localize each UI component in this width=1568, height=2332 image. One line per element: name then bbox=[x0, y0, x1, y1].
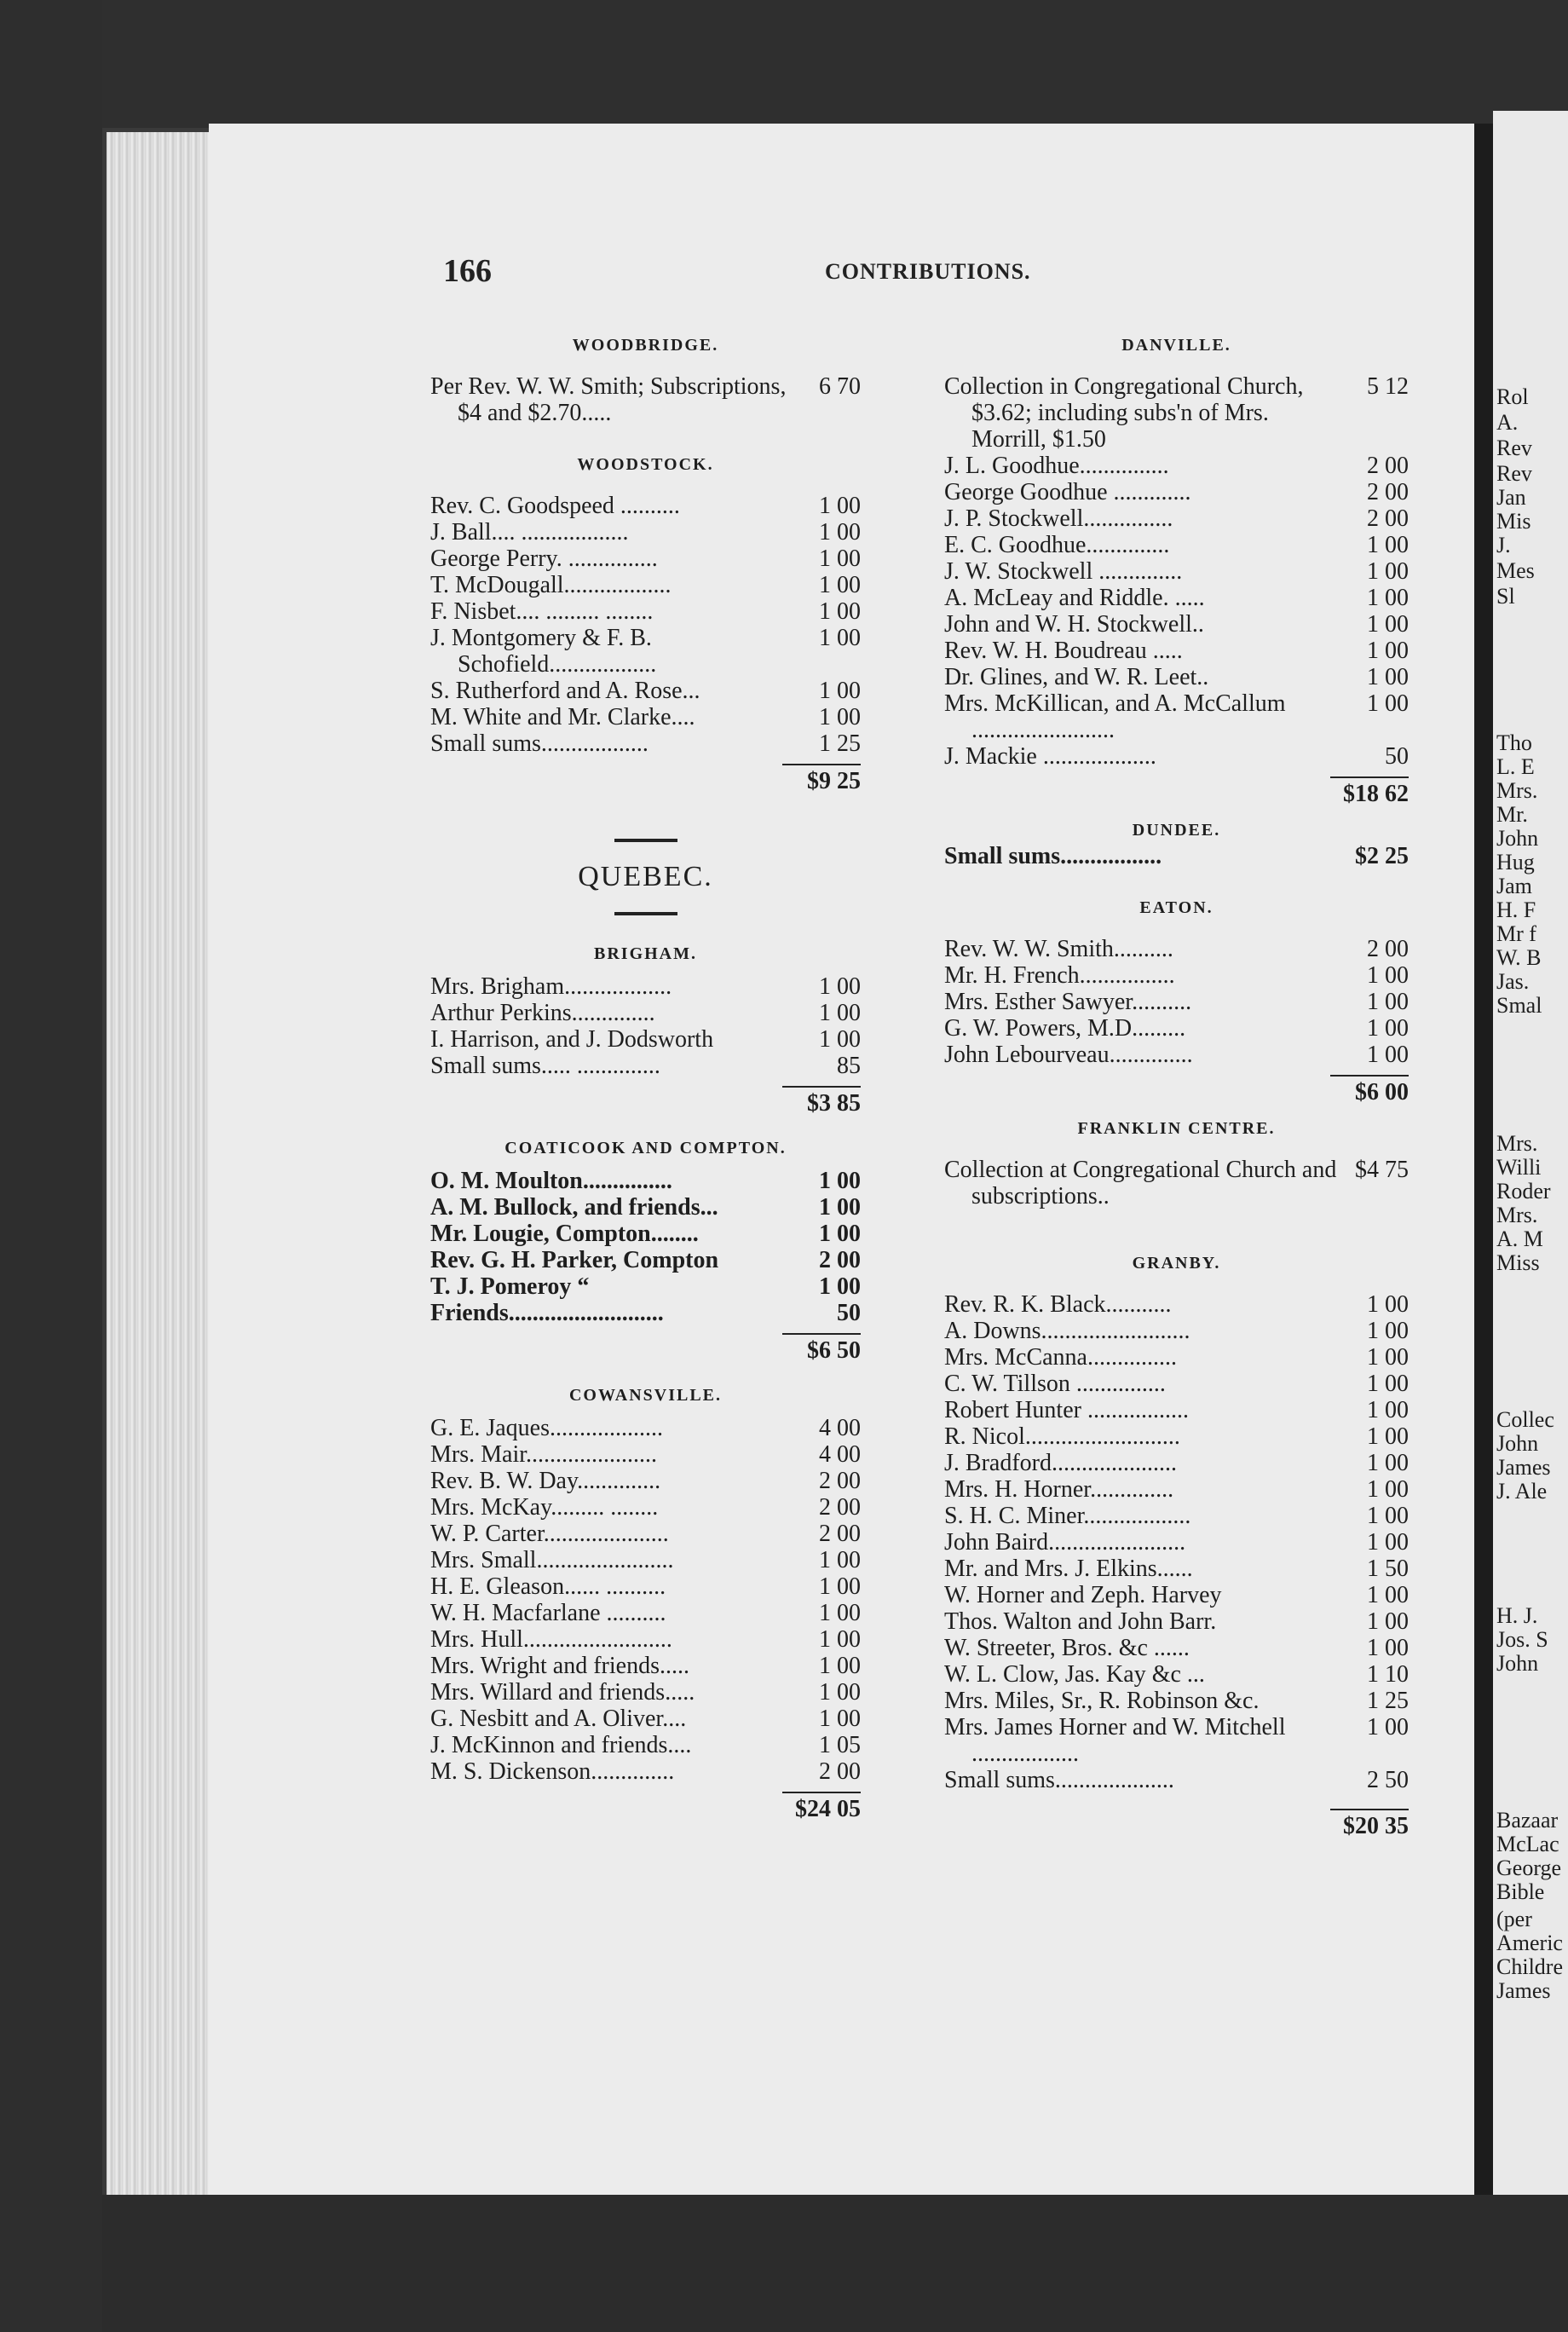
contributor-name: Rev. R. K. Black........... bbox=[944, 1291, 1172, 1318]
contribution-entry bbox=[430, 678, 861, 704]
facing-page-fragment: Mrs. bbox=[1496, 778, 1538, 803]
contribution-amount: 1 00 bbox=[1367, 962, 1409, 989]
contribution-entry bbox=[944, 1042, 1409, 1068]
section-total: $9 25 bbox=[807, 768, 861, 794]
section-total: $18 62 bbox=[1343, 781, 1409, 807]
contributor-name: W. Streeter, Bros. &c ...... bbox=[944, 1635, 1190, 1661]
contribution-entry bbox=[430, 1547, 861, 1573]
contribution-entry bbox=[944, 479, 1409, 505]
contribution-entry bbox=[430, 1273, 861, 1300]
contribution-amount: 1 00 bbox=[819, 1026, 861, 1053]
cowansville-list bbox=[430, 1415, 861, 1785]
contributor-name: Friends.......................... bbox=[430, 1300, 664, 1326]
contribution-entry bbox=[430, 1026, 861, 1053]
dundee-list bbox=[944, 843, 1409, 869]
contributor-name: R. Nicol.......................... bbox=[944, 1423, 1180, 1450]
contribution-amount: 1 00 bbox=[1367, 690, 1409, 717]
contribution-entry bbox=[944, 1635, 1409, 1661]
facing-page-fragment: Rev bbox=[1496, 461, 1532, 486]
running-head: CONTRIBUTIONS. bbox=[825, 259, 1031, 284]
contribution-amount: 1 00 bbox=[1367, 1608, 1409, 1635]
contribution-entry bbox=[430, 1053, 861, 1079]
contribution-entry bbox=[430, 598, 861, 625]
contribution-entry bbox=[944, 664, 1409, 690]
contribution-amount: 1 00 bbox=[1367, 1450, 1409, 1476]
contribution-entry bbox=[944, 1608, 1409, 1635]
contribution-amount: 1 00 bbox=[1367, 1714, 1409, 1740]
contributor-name: Robert Hunter ................. bbox=[944, 1397, 1189, 1423]
contribution-amount: 1 00 bbox=[1367, 1423, 1409, 1450]
section-total: $3 85 bbox=[807, 1090, 861, 1117]
facing-page-fragment: George bbox=[1496, 1856, 1562, 1880]
scan-background-bottom bbox=[102, 2195, 1568, 2332]
contributor-name: Mrs. Brigham.................. bbox=[430, 973, 672, 1000]
contribution-entry bbox=[430, 1706, 861, 1732]
contributor-name: E. C. Goodhue.............. bbox=[944, 532, 1170, 558]
contribution-amount: 1 00 bbox=[1367, 664, 1409, 690]
contribution-amount: 1 00 bbox=[819, 1547, 861, 1573]
contributor-name: Small sums.................... bbox=[944, 1767, 1174, 1793]
book-spine bbox=[1474, 124, 1493, 2195]
contribution-amount: 4 00 bbox=[819, 1415, 861, 1441]
facing-page-fragment: Bible bbox=[1496, 1879, 1545, 1904]
contribution-amount: 1 00 bbox=[819, 1573, 861, 1600]
contributor-name: W. Horner and Zeph. Harvey bbox=[944, 1582, 1222, 1608]
contributor-name: J. W. Stockwell .............. bbox=[944, 558, 1183, 585]
section-heading-coaticook: COATICOOK AND COMPTON. bbox=[504, 1139, 787, 1157]
contribution-entry bbox=[944, 962, 1409, 989]
contribution-amount: 1 00 bbox=[819, 493, 861, 519]
facing-page-fragment: Rol bbox=[1496, 384, 1529, 409]
contribution-entry bbox=[944, 1767, 1409, 1793]
facing-page-fragment: Rev bbox=[1496, 436, 1532, 460]
contribution-amount: 1 00 bbox=[819, 545, 861, 572]
contribution-entry bbox=[944, 743, 1409, 770]
contributor-name: O. M. Moulton............... bbox=[430, 1168, 672, 1194]
right-column bbox=[944, 332, 1409, 1843]
facing-page-fragment: James bbox=[1496, 1978, 1551, 2003]
contributor-name: F. Nisbet.... ......... ........ bbox=[430, 598, 654, 625]
contributor-name: Mrs. Small....................... bbox=[430, 1547, 674, 1573]
province-heading: QUEBEC. bbox=[578, 861, 713, 892]
contribution-entry bbox=[430, 519, 861, 545]
contributor-name: T. J. Pomeroy “ bbox=[430, 1273, 590, 1300]
contribution-entry bbox=[944, 1015, 1409, 1042]
contributor-name: A. M. Bullock, and friends... bbox=[430, 1194, 718, 1221]
contributor-name: J. Ball.... .................. bbox=[430, 519, 629, 545]
facing-page-fragment: Jan bbox=[1496, 485, 1526, 510]
section-heading-cowansville: COWANSVILLE. bbox=[568, 1386, 723, 1405]
facing-page-fragment: Tho bbox=[1496, 730, 1532, 755]
facing-page-fragment: Jos. S bbox=[1496, 1627, 1548, 1652]
contributor-name: Arthur Perkins.............. bbox=[430, 1000, 655, 1026]
scan-background-top bbox=[0, 0, 1568, 128]
contribution-amount: 1 50 bbox=[1367, 1556, 1409, 1582]
facing-page-fragment: A. bbox=[1496, 410, 1519, 435]
contributor-name: Mrs. Wright and friends..... bbox=[430, 1653, 689, 1679]
contribution-amount: 1 00 bbox=[819, 598, 861, 625]
contribution-amount: 1 25 bbox=[1367, 1688, 1409, 1714]
contribution-entry bbox=[944, 638, 1409, 664]
contribution-entry bbox=[430, 1653, 861, 1679]
contributor-name: John and W. H. Stockwell.. bbox=[944, 611, 1204, 638]
contribution-amount: 1 00 bbox=[1367, 585, 1409, 611]
contributor-name: J. Bradford..................... bbox=[944, 1450, 1177, 1476]
facing-page-fragment: Jam bbox=[1496, 874, 1532, 898]
contributor-name: Mrs. James Horner and W. Mitchell .................. bbox=[944, 1714, 1286, 1767]
contribution-amount: 1 00 bbox=[819, 1168, 861, 1194]
contribution-amount: 2 00 bbox=[1367, 505, 1409, 532]
facing-page-fragment: H. F bbox=[1496, 898, 1536, 922]
facing-page-fragment: Mrs. bbox=[1496, 1131, 1538, 1156]
contribution-entry bbox=[944, 989, 1409, 1015]
contribution-entry bbox=[430, 973, 861, 1000]
contribution-amount: 85 bbox=[837, 1053, 861, 1079]
contributor-name: W. P. Carter..................... bbox=[430, 1521, 669, 1547]
facing-page-fragment: McLac bbox=[1496, 1832, 1559, 1856]
contributor-name: Rev. C. Goodspeed .......... bbox=[430, 493, 680, 519]
granby-list bbox=[944, 1291, 1409, 1793]
contribution-entry bbox=[430, 572, 861, 598]
contribution-amount: 1 00 bbox=[1367, 1582, 1409, 1608]
contribution-entry bbox=[430, 625, 861, 678]
contributor-name: Small sums................. bbox=[944, 843, 1162, 869]
contribution-entry bbox=[430, 1247, 861, 1273]
left-column bbox=[430, 332, 861, 1826]
contributor-name: I. Harrison, and J. Dodsworth bbox=[430, 1026, 714, 1053]
contributor-name: Rev. W. H. Boudreau ..... bbox=[944, 638, 1183, 664]
contribution-entry bbox=[944, 1318, 1409, 1344]
contributor-name: George Goodhue ............. bbox=[944, 479, 1191, 505]
danville-list bbox=[944, 373, 1409, 770]
contributor-name: J. L. Goodhue............... bbox=[944, 453, 1169, 479]
facing-page-fragment: J. Ale bbox=[1496, 1479, 1548, 1504]
contributor-name: J. Mackie ................... bbox=[944, 743, 1156, 770]
contribution-entry bbox=[430, 1521, 861, 1547]
contribution-amount: 1 00 bbox=[819, 1221, 861, 1247]
facing-page-fragment: (per bbox=[1496, 1907, 1532, 1931]
contribution-amount: 4 00 bbox=[819, 1441, 861, 1468]
facing-page-fragment: Mis bbox=[1496, 509, 1531, 534]
contribution-amount: 1 00 bbox=[819, 1653, 861, 1679]
contributor-name: Mrs. Willard and friends..... bbox=[430, 1679, 695, 1706]
section-heading-dundee: DUNDEE. bbox=[1132, 821, 1221, 840]
contribution-entry bbox=[944, 1157, 1409, 1209]
section-heading-woodbridge: WOODBRIDGE. bbox=[572, 336, 719, 355]
contribution-entry bbox=[430, 1441, 861, 1468]
contribution-amount: 2 00 bbox=[1367, 453, 1409, 479]
contribution-entry bbox=[430, 373, 861, 426]
section-heading-eaton: EATON. bbox=[1139, 898, 1213, 917]
contributor-name: Mrs. McKillican, and A. McCallum ........................ bbox=[944, 690, 1286, 743]
contribution-entry bbox=[944, 1450, 1409, 1476]
contribution-amount: 6 70 bbox=[819, 373, 861, 400]
facing-page-fragment: John bbox=[1496, 1431, 1539, 1456]
contribution-amount: 1 05 bbox=[819, 1732, 861, 1758]
facing-page-fragment: Mes bbox=[1496, 558, 1535, 583]
contributor-name: Dr. Glines, and W. R. Leet.. bbox=[944, 664, 1209, 690]
contribution-amount: 2 00 bbox=[819, 1247, 861, 1273]
contribution-entry bbox=[430, 1194, 861, 1221]
facing-page-fragment: Mr. bbox=[1496, 802, 1528, 827]
contribution-amount: 1 00 bbox=[1367, 989, 1409, 1015]
contributor-name: John Lebourveau.............. bbox=[944, 1042, 1193, 1068]
contribution-amount: 1 00 bbox=[819, 519, 861, 545]
contributor-name: George Perry. ............... bbox=[430, 545, 658, 572]
contributor-name: M. White and Mr. Clarke.... bbox=[430, 704, 695, 730]
contribution-amount: 1 00 bbox=[819, 625, 861, 651]
contribution-amount: 1 00 bbox=[819, 1626, 861, 1653]
section-total: $20 35 bbox=[1343, 1813, 1409, 1839]
section-heading-woodstock: WOODSTOCK. bbox=[577, 455, 714, 474]
contributor-name: Mrs. Mair...................... bbox=[430, 1441, 657, 1468]
section-total: $24 05 bbox=[795, 1796, 861, 1822]
contributor-name: Mrs. Hull......................... bbox=[430, 1626, 672, 1653]
contribution-entry bbox=[944, 1344, 1409, 1371]
section-heading-brigham: BRIGHAM. bbox=[594, 944, 697, 963]
contribution-amount: 50 bbox=[837, 1300, 861, 1326]
contributor-name: S. Rutherford and A. Rose... bbox=[430, 678, 700, 704]
contribution-amount: 1 00 bbox=[1367, 1291, 1409, 1318]
contribution-amount: 1 00 bbox=[1367, 1635, 1409, 1661]
contribution-amount: 1 00 bbox=[1367, 1015, 1409, 1042]
contribution-amount: 1 00 bbox=[1367, 1397, 1409, 1423]
contribution-amount: 1 00 bbox=[1367, 611, 1409, 638]
contribution-amount: 1 00 bbox=[819, 704, 861, 730]
facing-page-fragment: J. bbox=[1496, 533, 1511, 557]
facing-page-fragment: Collec bbox=[1496, 1407, 1554, 1432]
contribution-entry bbox=[944, 936, 1409, 962]
contributor-name: Small sums.................. bbox=[430, 730, 649, 757]
section-total: $6 00 bbox=[1355, 1079, 1409, 1105]
contributor-name: J. P. Stockwell............... bbox=[944, 505, 1173, 532]
contribution-entry bbox=[430, 1732, 861, 1758]
facing-page-fragment: A. M bbox=[1496, 1227, 1543, 1251]
contributor-name: Mr. and Mrs. J. Elkins...... bbox=[944, 1556, 1193, 1582]
facing-page-fragment: Childre bbox=[1496, 1954, 1563, 1979]
contribution-entry bbox=[944, 1371, 1409, 1397]
contributor-name: Mrs. H. Horner.............. bbox=[944, 1476, 1174, 1503]
contribution-amount: 1 00 bbox=[1367, 532, 1409, 558]
contributor-name: W. L. Clow, Jas. Kay &c ... bbox=[944, 1661, 1205, 1688]
contributor-name: C. W. Tillson ............... bbox=[944, 1371, 1166, 1397]
contribution-entry bbox=[430, 730, 861, 757]
contributor-name: Collection at Congregational Church and subscriptions.. bbox=[944, 1157, 1337, 1209]
contributor-name: G. Nesbitt and A. Oliver.... bbox=[430, 1706, 687, 1732]
facing-page-fragment: Mr f bbox=[1496, 921, 1536, 946]
contribution-amount: 2 00 bbox=[1367, 479, 1409, 505]
contribution-entry bbox=[430, 1600, 861, 1626]
contribution-entry bbox=[430, 1300, 861, 1326]
facing-page-fragment: Hug bbox=[1496, 850, 1535, 874]
contribution-entry bbox=[944, 453, 1409, 479]
contribution-entry bbox=[944, 1503, 1409, 1529]
contribution-amount: 5 12 bbox=[1367, 373, 1409, 400]
contributor-name: G. W. Powers, M.D......... bbox=[944, 1015, 1186, 1042]
contribution-amount: 2 00 bbox=[819, 1494, 861, 1521]
contributor-name: J. McKinnon and friends.... bbox=[430, 1732, 692, 1758]
contribution-amount: 2 00 bbox=[819, 1468, 861, 1494]
contribution-entry bbox=[430, 1168, 861, 1194]
facing-page-fragment: Jas. bbox=[1496, 969, 1530, 994]
contribution-amount: 2 00 bbox=[819, 1758, 861, 1785]
contribution-amount: 1 25 bbox=[819, 730, 861, 757]
contribution-amount: 1 00 bbox=[819, 572, 861, 598]
facing-page-fragment: Mrs. bbox=[1496, 1203, 1538, 1227]
contribution-entry bbox=[944, 1556, 1409, 1582]
contribution-amount: $2 25 bbox=[1355, 843, 1409, 869]
facing-page-fragment: John bbox=[1496, 826, 1539, 851]
section-heading-granby: GRANBY. bbox=[1132, 1254, 1221, 1273]
contribution-entry bbox=[430, 1758, 861, 1785]
contributor-name: H. E. Gleason...... .......... bbox=[430, 1573, 666, 1600]
facing-page-fragment: Roder bbox=[1496, 1179, 1551, 1204]
contribution-amount: 1 00 bbox=[1367, 1529, 1409, 1556]
contributor-name: John Baird....................... bbox=[944, 1529, 1186, 1556]
contribution-amount: 1 00 bbox=[1367, 1476, 1409, 1503]
eaton-list bbox=[944, 936, 1409, 1068]
contribution-entry bbox=[430, 1415, 861, 1441]
contribution-entry bbox=[430, 1494, 861, 1521]
woodstock-list bbox=[430, 493, 861, 757]
contribution-amount: 2 00 bbox=[819, 1521, 861, 1547]
contribution-entry bbox=[944, 1661, 1409, 1688]
page-number: 166 bbox=[443, 253, 492, 289]
contribution-amount: 1 10 bbox=[1367, 1661, 1409, 1688]
contributor-name: Rev. B. W. Day.............. bbox=[430, 1468, 661, 1494]
contributor-name: Small sums..... .............. bbox=[430, 1053, 660, 1079]
contributor-name: J. Montgomery & F. B. Schofield.................. bbox=[430, 625, 657, 678]
contribution-amount: 2 00 bbox=[1367, 936, 1409, 962]
facing-page-fragment: L. E bbox=[1496, 754, 1535, 779]
contribution-amount: 1 00 bbox=[819, 678, 861, 704]
contributor-name: Mr. Lougie, Compton........ bbox=[430, 1221, 699, 1247]
contribution-amount: 1 00 bbox=[1367, 558, 1409, 585]
contribution-entry bbox=[944, 1476, 1409, 1503]
brigham-list bbox=[430, 973, 861, 1079]
contribution-amount: 1 00 bbox=[1367, 1371, 1409, 1397]
contributor-name: Rev. G. H. Parker, Compton bbox=[430, 1247, 719, 1273]
contributor-name: M. S. Dickenson.............. bbox=[430, 1758, 675, 1785]
scan-background-left bbox=[0, 0, 102, 2332]
contribution-entry bbox=[944, 611, 1409, 638]
contribution-entry bbox=[944, 1688, 1409, 1714]
contributor-name: Rev. W. W. Smith.......... bbox=[944, 936, 1173, 962]
section-heading-franklin-centre: FRANKLIN CENTRE. bbox=[1077, 1119, 1276, 1138]
facing-page-fragment: H. J. bbox=[1496, 1603, 1538, 1628]
contribution-amount: $4 75 bbox=[1355, 1157, 1409, 1183]
contributor-name: Mr. H. French................ bbox=[944, 962, 1175, 989]
contribution-amount: 1 00 bbox=[1367, 638, 1409, 664]
contribution-entry bbox=[430, 704, 861, 730]
contribution-entry bbox=[944, 1582, 1409, 1608]
contributor-name: Mrs. McCanna............... bbox=[944, 1344, 1177, 1371]
section-total: $6 50 bbox=[807, 1337, 861, 1364]
contribution-entry bbox=[944, 373, 1409, 453]
contribution-entry bbox=[944, 532, 1409, 558]
contribution-amount: 50 bbox=[1385, 743, 1409, 770]
contribution-entry bbox=[944, 558, 1409, 585]
contribution-amount: 1 00 bbox=[819, 1706, 861, 1732]
facing-page-fragment: Miss bbox=[1496, 1250, 1540, 1275]
facing-page-fragment: W. B bbox=[1496, 945, 1542, 970]
contribution-amount: 1 00 bbox=[819, 1679, 861, 1706]
contribution-entry bbox=[430, 1468, 861, 1494]
contributor-name: W. H. Macfarlane .......... bbox=[430, 1600, 666, 1626]
contribution-entry bbox=[944, 1714, 1409, 1767]
contribution-entry bbox=[944, 1423, 1409, 1450]
contributor-name: Per Rev. W. W. Smith; Subscriptions, $4 and $2.70..... bbox=[430, 373, 787, 426]
contribution-amount: 1 00 bbox=[819, 1273, 861, 1300]
section-heading-danville: DANVILLE. bbox=[1121, 336, 1231, 355]
contribution-amount: 1 00 bbox=[1367, 1042, 1409, 1068]
contribution-entry bbox=[430, 1626, 861, 1653]
contributor-name: S. H. C. Miner.................. bbox=[944, 1503, 1191, 1529]
contribution-entry bbox=[944, 585, 1409, 611]
facing-page-fragment: John bbox=[1496, 1651, 1539, 1676]
contribution-entry bbox=[944, 1529, 1409, 1556]
contribution-amount: 1 00 bbox=[1367, 1344, 1409, 1371]
facing-page-fragment: Bazaar bbox=[1496, 1808, 1559, 1833]
contributor-name: T. McDougall.................. bbox=[430, 572, 672, 598]
contribution-entry bbox=[944, 690, 1409, 743]
contributor-name: G. E. Jaques................... bbox=[430, 1415, 663, 1441]
franklin-list bbox=[944, 1157, 1409, 1209]
coaticook-list bbox=[430, 1168, 861, 1326]
facing-page-fragment: Willi bbox=[1496, 1155, 1542, 1180]
contribution-amount: 1 00 bbox=[819, 1000, 861, 1026]
facing-page-fragment: James bbox=[1496, 1455, 1551, 1480]
contribution-entry bbox=[430, 1573, 861, 1600]
facing-page-fragment: Smal bbox=[1496, 993, 1542, 1018]
contribution-entry bbox=[944, 843, 1409, 869]
contributor-name: Thos. Walton and John Barr. bbox=[944, 1608, 1217, 1635]
contribution-amount: 1 00 bbox=[1367, 1503, 1409, 1529]
contribution-amount: 1 00 bbox=[819, 973, 861, 1000]
facing-page-fragment: Americ bbox=[1496, 1931, 1563, 1955]
contributor-name: A. Downs......................... bbox=[944, 1318, 1190, 1344]
page-stack-edges bbox=[107, 132, 217, 2195]
contributor-name: A. McLeay and Riddle. ..... bbox=[944, 585, 1205, 611]
contribution-entry bbox=[944, 1397, 1409, 1423]
contribution-entry bbox=[430, 545, 861, 572]
contributor-name: Mrs. Miles, Sr., R. Robinson &c. bbox=[944, 1688, 1260, 1714]
contribution-amount: 2 50 bbox=[1367, 1767, 1409, 1793]
contributor-name: Collection in Congregational Church, $3.62; including subs'n of Mrs. Morrill, $1.50 bbox=[944, 373, 1304, 453]
contribution-entry bbox=[430, 493, 861, 519]
contributor-name: Mrs. McKay......... ........ bbox=[430, 1494, 659, 1521]
facing-page-fragment: Sl bbox=[1496, 584, 1515, 609]
contribution-entry bbox=[430, 1679, 861, 1706]
contribution-amount: 1 00 bbox=[1367, 1318, 1409, 1344]
contribution-entry bbox=[430, 1000, 861, 1026]
contribution-amount: 1 00 bbox=[819, 1600, 861, 1626]
contribution-amount: 1 00 bbox=[819, 1194, 861, 1221]
contribution-entry bbox=[944, 1291, 1409, 1318]
contributor-name: Mrs. Esther Sawyer.......... bbox=[944, 989, 1192, 1015]
contribution-entry bbox=[430, 1221, 861, 1247]
contribution-entry bbox=[944, 505, 1409, 532]
